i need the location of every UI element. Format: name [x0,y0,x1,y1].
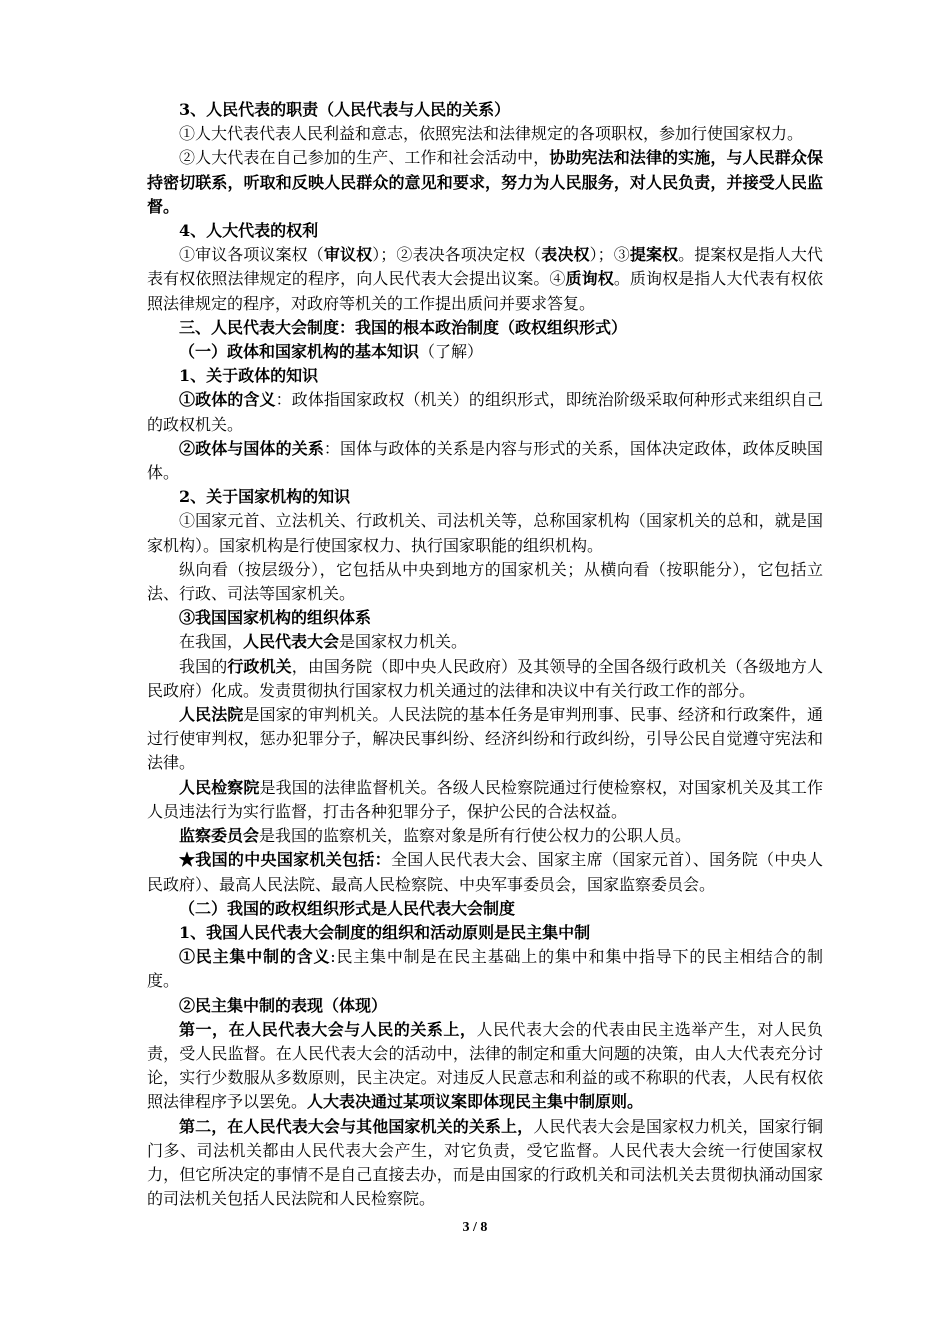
bold-text: 协助宪法和法律的实施，与人民群众保持密切联系，听取和反映人民群众的意见和要求，努力为人民服务，对人民负责，并接受人民监督。 [147,148,823,216]
text: 在我国， [179,632,244,652]
paragraph-p6 [147,509,823,557]
paragraph-h-1 [147,364,823,388]
paragraph-h-sub2 [147,897,823,921]
text: 全国人民代表大会、国家主席（国家元首）、国务院（中央人民政府）、最高人民法院、最高人民检察院、中央军事委员会，国家监察委员会。 [147,850,823,894]
paragraph-p14 [147,945,823,993]
paragraph-h-4 [147,219,823,243]
paragraph-p9 [147,655,823,703]
bold-text: ①民主集中制的含义 [179,947,331,967]
paragraph-p8 [147,630,823,654]
bold-text: 4、人大代表的权利 [179,221,319,241]
paragraph-p4 [147,388,823,436]
text: ）；②表决各项决定权（ [372,245,542,265]
text: 是国家的审判机关。人民法院的基本任务是审判刑事、民事、经济和行政案件，通过行使审判权，惩办犯罪分子，解决民事纠纷、经济纠纷和行政纠纷，引导公民自觉遵守宪法和法律。 [147,705,823,773]
text: 人民代表大会是国家权力机关，国家行铜门多、司法机关都由人民代表大会产生，对它负责，受它监督。人民代表大会统一行使国家权力，但它所决定的事情不是自己直接去办，而是由国家的行政机关和司法机关去贯彻执涌动国家的司法机关包括人民法院和人民检察院。 [147,1116,823,1209]
bold-text: 表决权 [541,245,590,265]
paragraph-p16 [147,1115,823,1212]
bold-text: ③我国国家机构的组织体系 [179,608,372,628]
text: ）；③ [589,245,630,265]
paragraph-h-1b [147,921,823,945]
paragraph-h-3 [147,98,823,122]
bold-text: 监察委员会 [179,826,260,846]
bold-text: ②政体与国体的关系 [179,438,324,458]
paragraph-p13 [147,848,823,896]
page-number: 3 / 8 [462,1220,488,1235]
bold-text: 三、人民代表大会制度：我国的根本政治制度（政权组织形式） [179,317,628,337]
text: ：政体指国家政权（机关）的组织形式，即统治阶级采取何种形式来组织自己的政权机关。 [147,390,823,434]
text: 是国家权力机关。 [339,632,468,652]
paragraph-p12 [147,824,823,848]
text: 是我国的监察机关，监察对象是所有行使公权力的公职人员。 [259,826,692,846]
bold-text: 2、关于国家机构的知识 [179,487,351,507]
bold-text: ①政体的含义 [179,390,276,410]
bold-text: ★我国的中央国家机关包括： [179,850,391,870]
text: ：国体与政体的关系是内容与形式的关系，国体决定政体，政体反映国体。 [147,438,823,483]
text: 。质询权是指人大代表有权依照法律规定的程序，对政府等机关的工作提出质问并要求答复。 [147,269,823,313]
bold-text: 第二，在人民代表大会与其他国家机关的关系上， [179,1116,534,1136]
bold-text: 质询权 [565,269,614,289]
text: 。提案权是指人大代表有权依照法律规定的程序，向人民代表大会提出议案。④ [147,245,823,289]
bold-text: （二）我国的政权组织形式是人民代表大会制度 [179,898,516,918]
text: ①审议各项议案权（ [179,245,324,265]
text: 纵向看（按层级分），它包括从中央到地方的国家机关；从横向看（按职能分），它包括立法、行政、司法等国家机关。 [147,559,823,604]
bold-text: 人民代表大会 [243,632,340,652]
paragraph-p11 [147,776,823,824]
bold-text: 审议权 [323,245,373,265]
paragraph-p10 [147,703,823,776]
bold-text: （一）政体和国家机构的基本知识 [179,342,420,362]
bold-text: 1、关于政体的知识 [179,366,319,386]
paragraph-h-sec3 [147,316,823,340]
text: ，由国务院（即中央人民政府）及其领导的全国各级行政机关（各级地方人民政府）化成。发责贯彻执行国家权力机关通过的法律和决议中有关行政工作的部分。 [147,656,823,700]
paragraph-h-2b [147,994,823,1018]
bold-text: 提案权 [629,245,679,265]
bold-text: 人民检察院 [179,777,260,797]
paragraph-p5 [147,437,823,485]
text: ①国家元首、立法机关、行政机关、司法机关等，总称国家机构（国家机关的总和，就是国家机构）。国家机构是行使国家权力、执行国家职能的组织机构。 [147,511,823,555]
text: 是我国的法律监督机关。各级人民检察院通过行使检察权，对国家机关及其工作人员违法行为实行监督，打击各种犯罪分子，保护公民的合法权益。 [147,777,823,821]
bold-text: 行政机关 [227,656,292,676]
paragraph-p15 [147,1018,823,1115]
text: （了解） [419,342,484,362]
paragraph-h-3b [147,606,823,630]
bold-text: 人大表决通过某项议案即体现民主集中制原则。 [307,1092,644,1112]
text: 人民代表大会的代表由民主选举产生，对人民负责，受人民监督。在人民代表大会的活动中，法律的制定和重大问题的决策，由人大代表充分讨论，实行少数服从多数原则，民主决定。对违反人民意志和利益的或不称职的代表，人民有权依照法律程序予以罢免。 [147,1019,823,1112]
text: ②人大代表在自己参加的生产、工作和社会活动中， [179,148,550,168]
text: :民主集中制是在民主基础上的集中和集中指导下的民主相结合的制度。 [147,947,823,991]
paragraph-p2 [147,146,823,219]
bold-text: 人民法院 [179,705,244,725]
paragraph-p7 [147,558,823,606]
paragraph-p3 [147,243,823,316]
bold-text: ②民主集中制的表现（体现） [179,995,388,1015]
paragraph-h-2 [147,485,823,509]
document-body [147,98,823,1211]
bold-text: 第一，在人民代表大会与人民的关系上， [179,1019,477,1039]
text: ①人大代表代表人民利益和意志，依照宪法和法律规定的各项职权，参加行使国家权力。 [179,124,804,144]
bold-text: 1、我国人民代表大会制度的组织和活动原则是民主集中制 [179,922,591,942]
text: 我国的 [179,656,228,676]
paragraph-p1 [147,122,823,146]
bold-text: 3、人民代表的职责（人民代表与人民的关系） [179,100,511,119]
paragraph-h-sub1 [147,340,823,364]
